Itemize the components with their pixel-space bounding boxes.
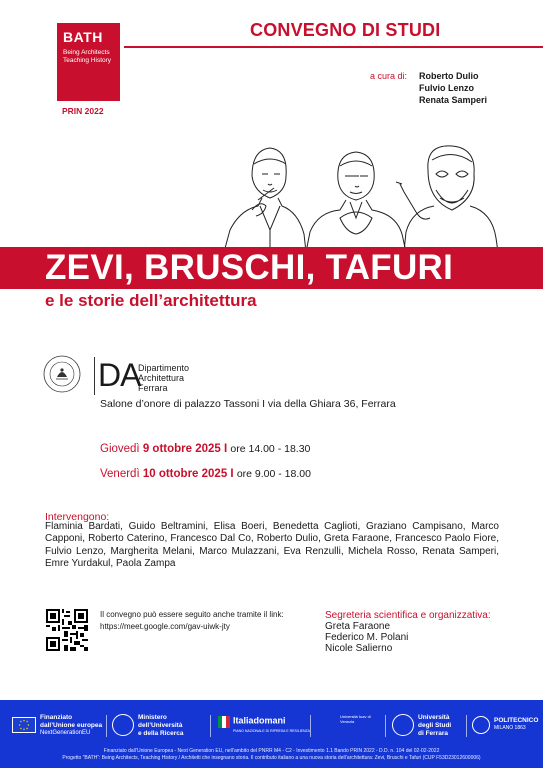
streaming-link[interactable]: https://meet.google.com/gav-uiwk-jty — [100, 622, 230, 631]
secretariat-heading: Segreteria scientifica e organizzativa: — [325, 610, 491, 621]
dept-logo: DA — [98, 357, 141, 393]
bath-subtitle-line-1: Being Architects — [63, 49, 110, 56]
venue: Salone d’onore di palazzo Tassoni I via della Ghiara 36, Ferrara — [100, 398, 396, 410]
mur-logo — [138, 714, 184, 738]
speakers-list: Flaminia Bardati, Guido Beltramini, Elisa Boeri, Benedetta Caglioti, Graziano Campisano, Marco Capponi, Roberto Caterino, Francesco Dal Co, Roberto Dulio, Greta Faraone, Francesco Paolo Fiore, Fulvio Lenzo, Margherita Melani, Marco Mulazzani, Eva Renzulli, Michela Rosso, Renata Samperi, Emre Yurdakul, Paola Zampa — [45, 521, 499, 569]
funding-note-line-1: Finanziato dall’Unione Europea - Next Generation EU, nell’ambito del PNRR M4 - C2 - Investimento 1.1 Bando PRIN 2022 - D.D. n. 104 del 02-02-2022 — [103, 748, 440, 754]
date-day: Giovedì — [100, 443, 143, 455]
prin-label: PRIN 2022 — [62, 106, 104, 116]
flag-red — [226, 716, 230, 728]
eu-line-2: dall’Unione europea — [40, 722, 103, 729]
date-line-2 — [100, 468, 311, 480]
funding-note-line-2: Progetto “BATH”: Being Architects, Teaching History / Architetti che insegnano storia. Il contributo italiano a una nuova storia dell’architettura: Zevi, Bruschi e Tafuri (CUP F53D23012600006) — [62, 754, 481, 761]
date-time: ore 9.00 - 18.00 — [236, 468, 311, 480]
polimi-emblem-icon — [472, 716, 490, 734]
speakers-label: Intervengono: — [45, 511, 110, 523]
secretariat — [325, 610, 491, 654]
polimi-logo — [494, 717, 538, 732]
curators-label: a cura di: — [370, 71, 408, 81]
eu-line-1: Finanziato — [40, 714, 73, 721]
bath-logo — [57, 23, 120, 101]
dept-name: Dipartimento Architettura Ferrara — [138, 363, 190, 393]
bath-title: BATH — [63, 29, 103, 45]
mur-emblem-icon — [112, 714, 134, 736]
eu-line-3: NextGenerationEU — [40, 730, 91, 736]
bath-subtitle-line-2: Teaching History — [63, 56, 112, 64]
date-value: 9 ottobre 2025 — [142, 443, 221, 455]
footer-divider — [106, 715, 107, 737]
bath-subtitle — [63, 49, 114, 64]
qr-code-icon[interactable] — [46, 609, 88, 651]
unife-line-3: di Ferrara — [418, 730, 448, 737]
event-type: CONVEGNO DI STUDI — [250, 20, 441, 40]
funding-note — [0, 748, 543, 761]
polimi-line-1: POLITECNICO — [494, 717, 539, 724]
date-separator: I — [220, 443, 231, 455]
streaming-info — [100, 609, 284, 633]
streaming-text: Il convegno può essere seguito anche tramite il link: — [100, 610, 284, 619]
curator-name: Renata Samperi — [419, 95, 488, 105]
unife-line-1: Università — [418, 714, 450, 721]
dept-divider — [94, 357, 95, 395]
date-value: 10 ottobre 2025 — [142, 468, 228, 480]
university-seal-icon — [43, 355, 81, 393]
date-line-1 — [100, 443, 310, 455]
secretariat-name: Greta Faraone — [325, 621, 391, 632]
footer-divider — [310, 715, 311, 737]
polimi-line-2: MILANO 1863 — [494, 725, 526, 731]
main-title: ZEVI, BRUSCHI, TAFURI — [45, 248, 454, 287]
secretariat-name: Nicole Salierno — [325, 643, 393, 654]
footer-divider — [210, 715, 211, 737]
unife-logo — [418, 714, 451, 738]
italiadomani-sub: PIANO NAZIONALE DI RIPRESA E RESILIENZA — [233, 729, 311, 733]
mur-line-2: dell’Università — [138, 722, 183, 729]
mur-line-1: Ministero — [138, 714, 167, 721]
eu-flag-icon — [12, 717, 36, 733]
unife-emblem-icon — [392, 714, 414, 736]
portraits-illustration — [200, 140, 500, 252]
curator-name: Fulvio Lenzo — [419, 83, 474, 93]
italiadomani-name: Italiadomani — [233, 715, 286, 726]
header-rule — [124, 46, 543, 48]
footer-divider — [385, 715, 386, 737]
date-day: Venerdì — [100, 468, 143, 480]
curator-name: Roberto Dulio — [419, 71, 479, 81]
iuav-logo: Università Iuav di Venezia — [340, 714, 371, 724]
subtitle: e le storie dell’architettura — [45, 291, 257, 310]
footer-divider — [466, 715, 467, 737]
date-time: ore 14.00 - 18.30 — [230, 443, 311, 455]
italiadomani-logo — [218, 716, 310, 735]
eu-funding-logo — [40, 714, 102, 737]
mur-line-3: e della Ricerca — [138, 730, 184, 737]
secretariat-name: Federico M. Polani — [325, 632, 409, 643]
unife-line-2: degli Studi — [418, 722, 452, 729]
curators-names — [419, 70, 487, 106]
date-separator: I — [227, 468, 237, 480]
